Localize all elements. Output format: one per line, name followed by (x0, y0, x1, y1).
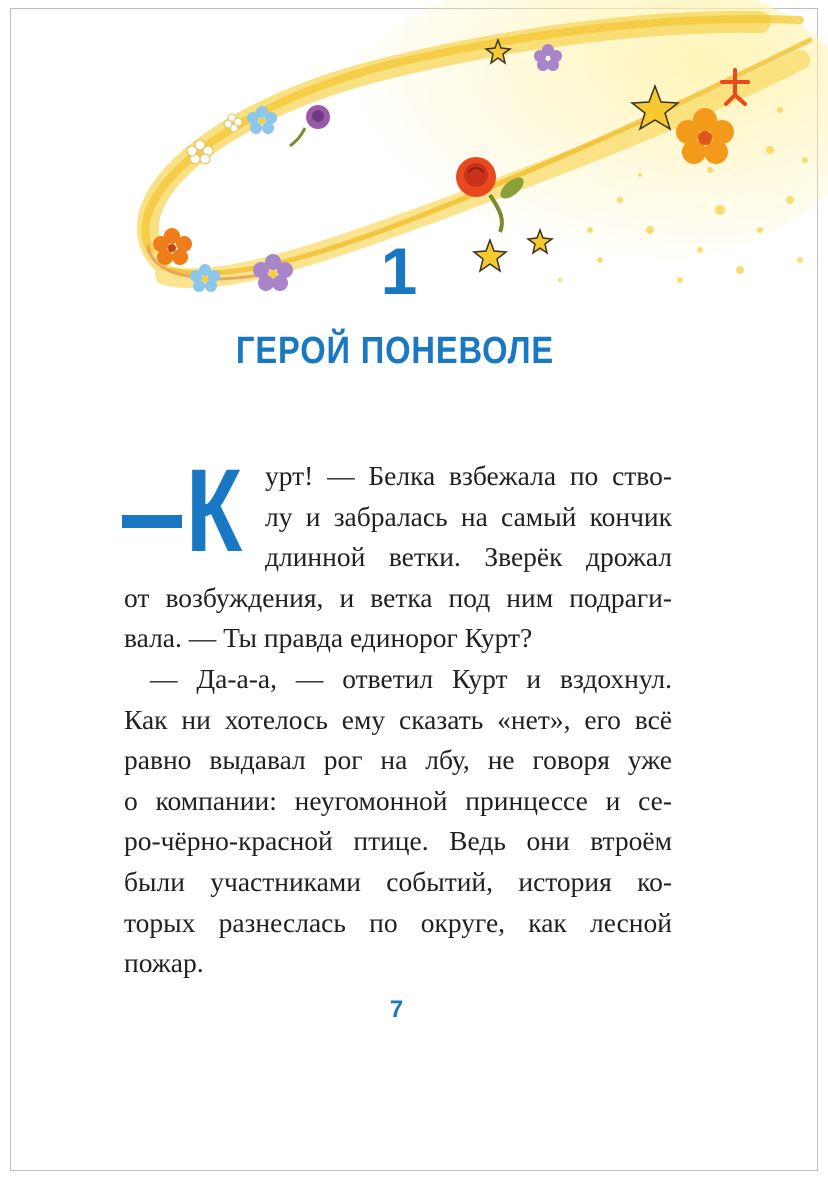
text-line: от возбуждения, и ветка под ним подраги- (124, 581, 672, 613)
chapter-number: 1 (380, 234, 418, 308)
text-line: были участниками событий, история ко- (124, 865, 672, 897)
text-line: пожар. (124, 947, 204, 979)
chapter-title: ГЕРОЙ ПОНЕВОЛЕ (235, 330, 555, 372)
text-line: вала. — Ты правда единорог Курт? (124, 622, 533, 654)
text-line: ро-чёрно-красной птице. Ведь они втроём (124, 825, 672, 857)
text-line: Как ни хотелось ему сказать «нет», его всё (124, 703, 672, 735)
text-line: лу и забралась на самый кончик (265, 500, 672, 532)
text-line: о компании: неугомонной принцессе и се- (124, 784, 672, 816)
text-line: торых разнеслась по округе, как лесной (124, 906, 672, 938)
text-line: равно выдавал рог на лбу, не говоря уже (124, 744, 672, 776)
text-line: урт! — Белка взбежала по ство- (265, 460, 672, 491)
dropcap-letter: К (186, 445, 243, 577)
chapter-body-text (124, 456, 672, 984)
text-line: длинной ветки. Зверёк дрожал (265, 541, 672, 573)
text-line: — Да-а-а, — ответил Курт и вздохнул. (150, 662, 672, 694)
purple-rose-icon (290, 105, 330, 146)
page-number: 7 (389, 996, 404, 1023)
